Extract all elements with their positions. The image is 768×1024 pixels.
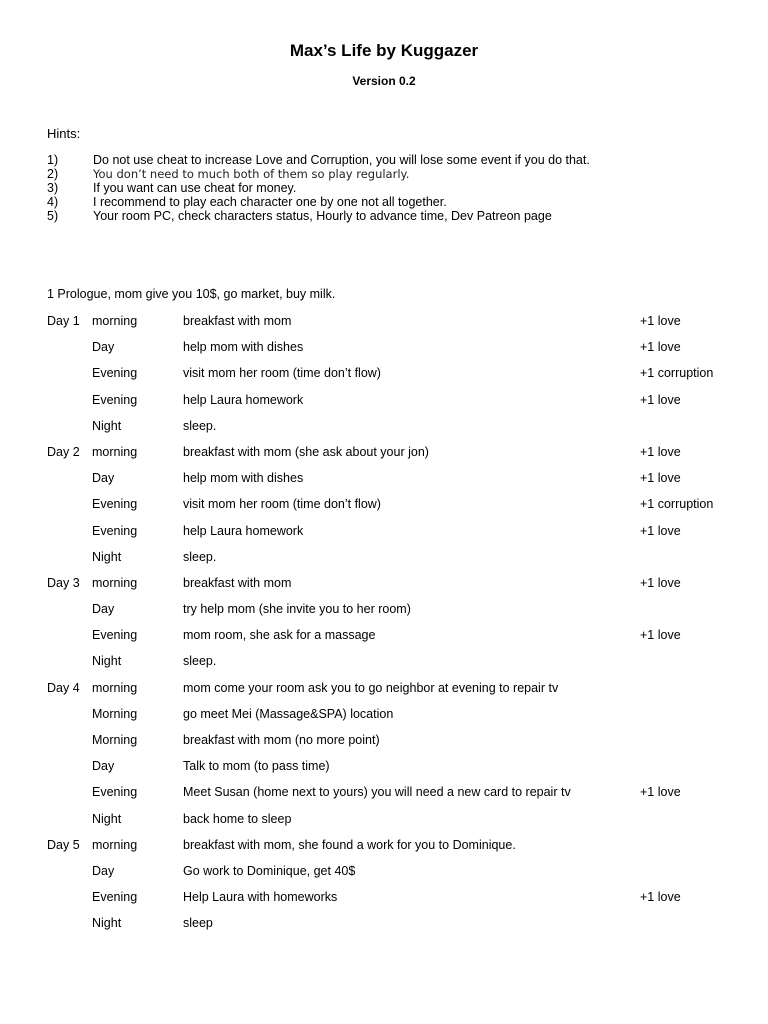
activity-text: back home to sleep (183, 811, 292, 826)
activity-text: sleep. (183, 654, 217, 669)
time-of-day: Evening (92, 890, 138, 905)
hint-item (47, 209, 590, 223)
activity-text: sleep (183, 916, 213, 931)
time-of-day: morning (92, 680, 138, 695)
schedule-row (47, 313, 747, 339)
time-of-day: Day (92, 759, 115, 774)
schedule-row (47, 653, 747, 679)
schedule-row (47, 889, 747, 915)
time-of-day: Evening (92, 392, 138, 407)
hint-number: 4) (47, 195, 59, 209)
points-value: +1 love (640, 785, 681, 800)
time-of-day: Evening (92, 523, 138, 538)
hints-label: Hints: (47, 126, 81, 141)
points-value: +1 corruption (640, 497, 714, 512)
activity-text: Talk to mom (to pass time) (183, 759, 330, 774)
day-label: Day 4 (47, 680, 80, 695)
activity-text: visit mom her room (time don’t flow) (183, 497, 381, 512)
activity-text: Help Laura with homeworks (183, 890, 338, 905)
schedule-row (47, 758, 747, 784)
walkthrough-schedule (47, 313, 747, 942)
time-of-day: Night (92, 549, 122, 564)
hint-item (47, 181, 590, 195)
activity-text: help mom with dishes (183, 471, 304, 486)
activity-text: breakfast with mom (no more point) (183, 733, 380, 747)
schedule-row (47, 732, 747, 758)
points-value: +1 love (640, 340, 681, 355)
schedule-row (47, 496, 747, 522)
points-value: +1 love (640, 392, 681, 407)
points-value: +1 corruption (640, 366, 714, 381)
hint-item (47, 167, 590, 181)
time-of-day: Night (92, 654, 122, 669)
schedule-row (47, 706, 747, 732)
schedule-row (47, 470, 747, 496)
schedule-row (47, 365, 747, 391)
time-of-day: Morning (92, 706, 138, 721)
document-title: Max’s Life by Kuggazer (289, 41, 479, 60)
time-of-day: Morning (92, 733, 138, 747)
time-of-day: Day (92, 340, 115, 355)
activity-text: try help mom (she invite you to her room) (183, 602, 411, 617)
day-label: Day 1 (47, 314, 80, 328)
activity-text: go meet Mei (Massage&SPA) location (183, 706, 394, 721)
hint-text: Do not use cheat to increase Love and Corruption, you will lose some event if you do that. (93, 153, 590, 167)
day-label: Day 3 (47, 575, 80, 590)
activity-text: breakfast with mom, she found a work for you to Dominique. (183, 837, 516, 852)
time-of-day: Night (92, 916, 122, 931)
points-value: +1 love (640, 314, 681, 328)
schedule-row (47, 680, 747, 706)
hint-item (47, 153, 590, 167)
activity-text: sleep. (183, 549, 217, 564)
activity-text: mom room, she ask for a massage (183, 628, 376, 643)
points-value: +1 love (640, 523, 681, 538)
day-label: Day 2 (47, 444, 80, 459)
points-value: +1 love (640, 575, 681, 590)
schedule-row (47, 601, 747, 627)
time-of-day: Evening (92, 785, 138, 800)
document-version: Version 0.2 (352, 74, 416, 88)
schedule-row (47, 549, 747, 575)
time-of-day: Night (92, 811, 122, 826)
hint-text: Your room PC, check characters status, Hourly to advance time, Dev Patreon page (93, 209, 552, 223)
schedule-row (47, 784, 747, 810)
points-value: +1 love (640, 444, 681, 459)
points-value: +1 love (640, 890, 681, 905)
time-of-day: Day (92, 863, 115, 878)
activity-text: breakfast with mom (183, 314, 292, 328)
schedule-row (47, 339, 747, 365)
schedule-row (47, 915, 747, 941)
schedule-row (47, 837, 747, 863)
day-label: Day 5 (47, 837, 80, 852)
activity-text: mom come your room ask you to go neighbor at evening to repair tv (183, 680, 559, 695)
time-of-day: Evening (92, 628, 138, 643)
hints-list (47, 153, 590, 223)
schedule-row (47, 627, 747, 653)
points-value: +1 love (640, 628, 681, 643)
time-of-day: morning (92, 444, 138, 459)
schedule-row (47, 444, 747, 470)
schedule-row (47, 392, 747, 418)
hint-text: If you want can use cheat for money. (93, 181, 297, 195)
schedule-row (47, 575, 747, 601)
schedule-row (47, 863, 747, 889)
schedule-row (47, 418, 747, 444)
hint-number: 3) (47, 181, 59, 195)
activity-text: help Laura homework (183, 523, 304, 538)
time-of-day: Evening (92, 497, 138, 512)
time-of-day: Night (92, 418, 122, 433)
schedule-row (47, 523, 747, 549)
prologue-text: 1 Prologue, mom give you 10$, go market, buy milk. (47, 287, 336, 301)
activity-text: Meet Susan (home next to yours) you will need a new card to repair tv (183, 785, 571, 800)
time-of-day: morning (92, 314, 138, 328)
activity-text: sleep. (183, 418, 217, 433)
hint-number: 2) (47, 167, 59, 181)
time-of-day: Evening (92, 366, 138, 381)
hint-number: 1) (47, 153, 59, 167)
points-value: +1 love (640, 471, 681, 486)
hint-number: 5) (47, 209, 59, 223)
activity-text: help mom with dishes (183, 340, 304, 355)
activity-text: help Laura homework (183, 392, 304, 407)
time-of-day: Day (92, 602, 115, 617)
activity-text: breakfast with mom (183, 575, 292, 590)
hint-text: You don’t need to much both of them so play regularly. (93, 167, 410, 181)
activity-text: Go work to Dominique, get 40$ (183, 863, 356, 878)
time-of-day: morning (92, 575, 138, 590)
activity-text: breakfast with mom (she ask about your jon) (183, 444, 429, 459)
hint-item (47, 195, 590, 209)
activity-text: visit mom her room (time don’t flow) (183, 366, 381, 381)
schedule-row (47, 811, 747, 837)
hint-text: I recommend to play each character one by one not all together. (93, 195, 447, 209)
time-of-day: morning (92, 837, 138, 852)
time-of-day: Day (92, 471, 115, 486)
